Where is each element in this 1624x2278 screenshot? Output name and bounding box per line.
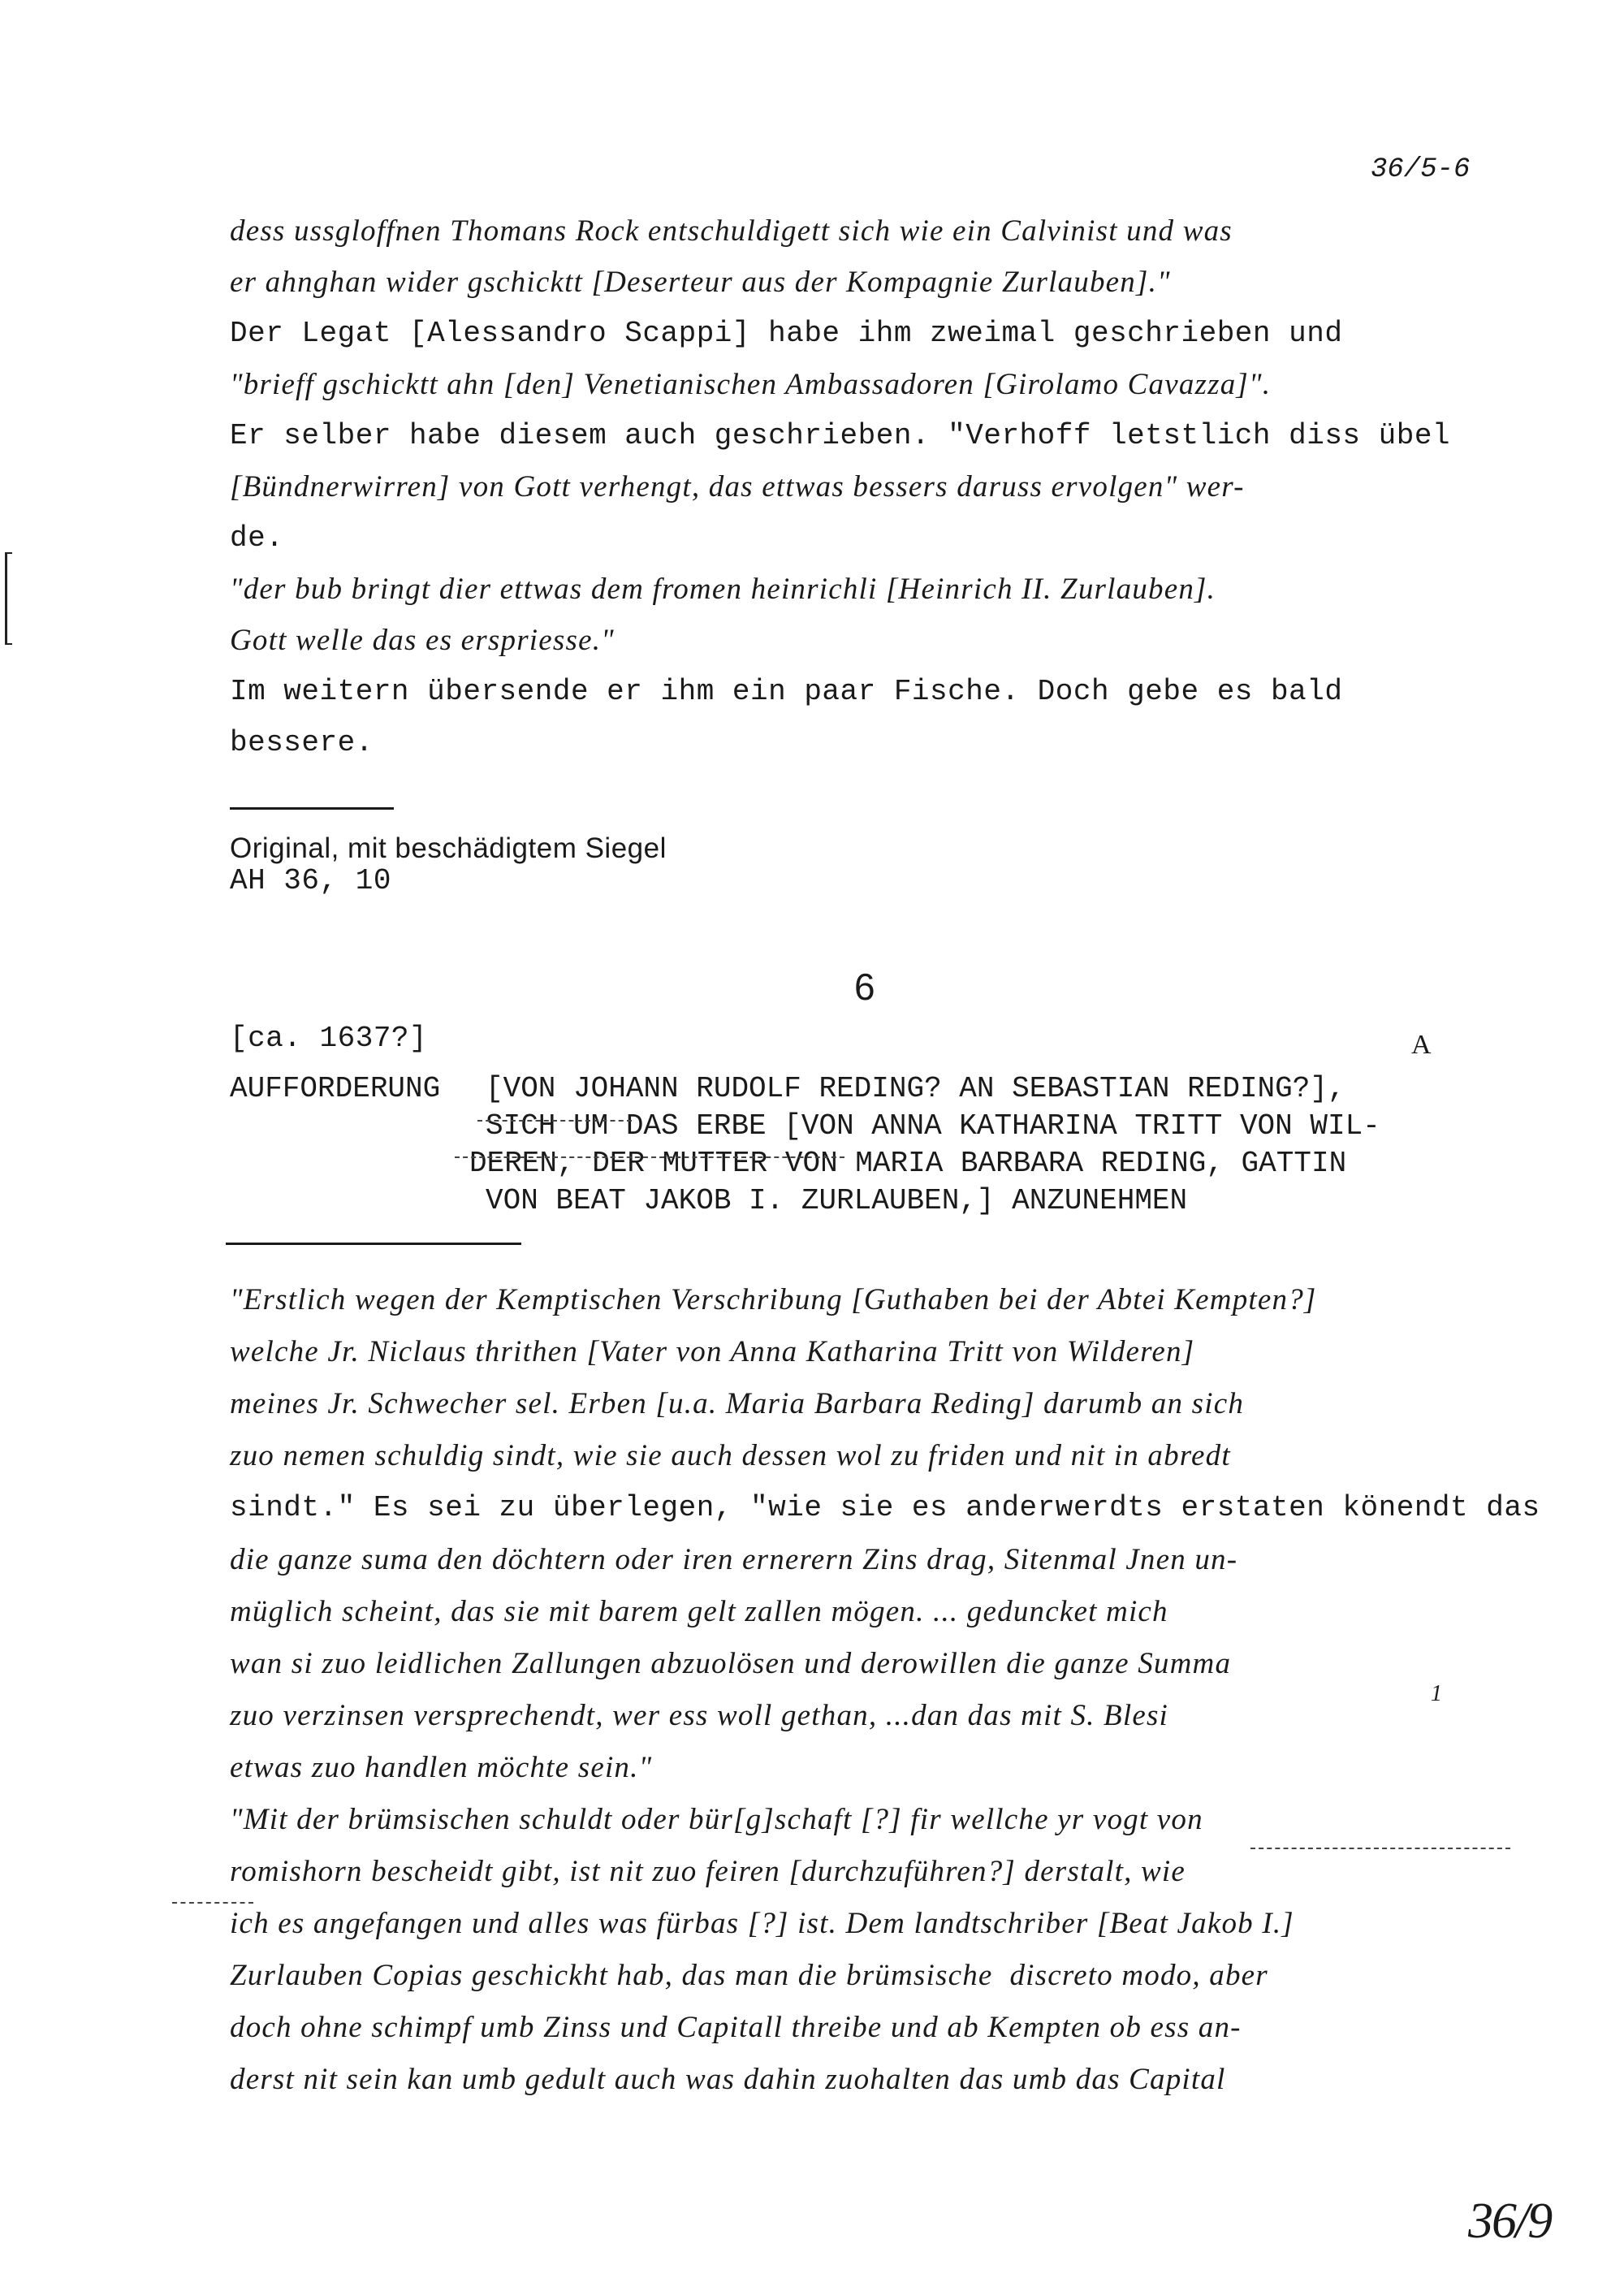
quotation-line: welche Jr. Niclaus thrithen [Vater von Anna Katharina Tritt von Wilderen] <box>230 1335 1195 1368</box>
summary-line: "der bub bringt dier ettwas dem fromen heinrichli [Heinrich II. Zurlauben]. <box>230 573 1216 606</box>
archive-stamp: 36/9 <box>1468 2194 1552 2249</box>
quotation-line: sindt." Es sei zu überlegen, "wie sie es anderwerdts erstaten könendt das <box>230 1491 1540 1524</box>
heading-line-1: [VON JOHANN RUDOLF REDING? AN SEBASTIAN REDING?], <box>486 1072 1345 1105</box>
page-reference: 36/5-6 <box>1371 154 1471 185</box>
quotation-line: derst nit sein kan umb gedult auch was dahin zuohalten das umb das Capital <box>230 2063 1226 2096</box>
summary-line: "brieff gschicktt ahn [den] Venetianischen Ambassadoren [Girolamo Cavazza]". <box>230 368 1272 401</box>
quotation-line: doch ohne schimpf umb Zinss und Capitall threibe und ab Kempten ob ess an- <box>230 2011 1242 2044</box>
correction-dash <box>1250 1848 1510 1849</box>
summary-line: Im weitern übersende er ihm ein paar Fische. Doch gebe es bald <box>230 675 1343 708</box>
quotation-line: zuo nemen schuldig sindt, wie sie auch dessen wol zu friden und nit in abredt <box>230 1439 1231 1472</box>
summary-line: de. <box>230 521 284 555</box>
quotation-line: meines Jr. Schwecher sel. Erben [u.a. Maria Barbara Reding] darumb an sich <box>230 1387 1245 1420</box>
quotation-line: "Mit der brümsischen schuldt oder bür[g]schaft [?] fir wellche yr vogt von <box>230 1803 1203 1836</box>
heading-line-4: VON BEAT JAKOB I. ZURLAUBEN,] ANZUNEHMEN <box>486 1184 1188 1217</box>
summary-line: dess ussgloffnen Thomans Rock entschuldigett sich wie ein Calvinist und was <box>230 214 1233 248</box>
heading-line-3: DEREN, DER MUTTER VON MARIA BARBARA REDING, GATTIN <box>469 1147 1347 1180</box>
source-line-2: AH 36, 10 <box>230 864 391 897</box>
summary-line: Er selber habe diesem auch geschrieben. "Verhoff letstlich diss übel <box>230 419 1451 452</box>
summary-line: Der Legat [Alessandro Scappi] habe ihm zweimal geschrieben und <box>230 317 1343 350</box>
summary-line: bessere. <box>230 726 374 759</box>
summary-line: [Bündnerwirren] von Gott verhengt, das ettwas bessers daruss ervolgen" wer- <box>230 470 1245 504</box>
quotation-line: die ganze suma den döchtern oder iren ernerern Zins drag, Sitenmal Jnen un- <box>230 1543 1238 1576</box>
section-number: 6 <box>854 966 875 1008</box>
correction-dash <box>172 1902 253 1904</box>
heading-line-2: SICH UM DAS ERBE [VON ANNA KATHARINA TRITT VON WIL- <box>486 1109 1380 1143</box>
quotation-line: romishorn bescheidt gibt, ist nit zuo feiren [durchzuführen?] derstalt, wie <box>230 1855 1186 1888</box>
source-line-1: Original, mit beschädigtem Siegel <box>230 832 667 864</box>
correction-dash <box>477 1120 632 1122</box>
quotation-line: "Erstlich wegen der Kemptischen Verschribung [Guthaben bei der Abtei Kempten?] <box>230 1283 1317 1316</box>
summary-line: er ahnghan wider gschicktt [Deserteur aus der Kompagnie Zurlauben]." <box>230 266 1171 299</box>
quotation-line: zuo verzinsen versprechendt, wer ess woll gethan, ...dan das mit S. Blesi <box>230 1699 1169 1732</box>
correction-dash <box>455 1156 844 1158</box>
document-date: [ca. 1637?] <box>230 1022 428 1055</box>
heading-separator-rule <box>226 1243 521 1245</box>
heading-label: AUFFORDERUNG <box>230 1072 441 1105</box>
side-letter: A <box>1411 1030 1432 1060</box>
footnote-marker: 1 <box>1431 1681 1442 1706</box>
quotation-line: ich es angefangen und alles was fürbas [?] ist. Dem landtschriber [Beat Jakob I.] <box>230 1907 1294 1940</box>
source-separator-rule <box>230 807 394 810</box>
binding-mark <box>5 552 12 645</box>
summary-line: Gott welle das es erspriesse." <box>230 624 615 657</box>
quotation-line: etwas zuo handlen möchte sein." <box>230 1751 653 1784</box>
quotation-line: wan si zuo leidlichen Zallungen abzuolösen und derowillen die ganze Summa <box>230 1647 1232 1680</box>
quotation-line: müglich scheint, das sie mit barem gelt zallen mögen. ... geduncket mich <box>230 1595 1168 1628</box>
quotation-line: Zurlauben Copias geschickht hab, das man die brümsische discreto modo, aber <box>230 1959 1268 1992</box>
